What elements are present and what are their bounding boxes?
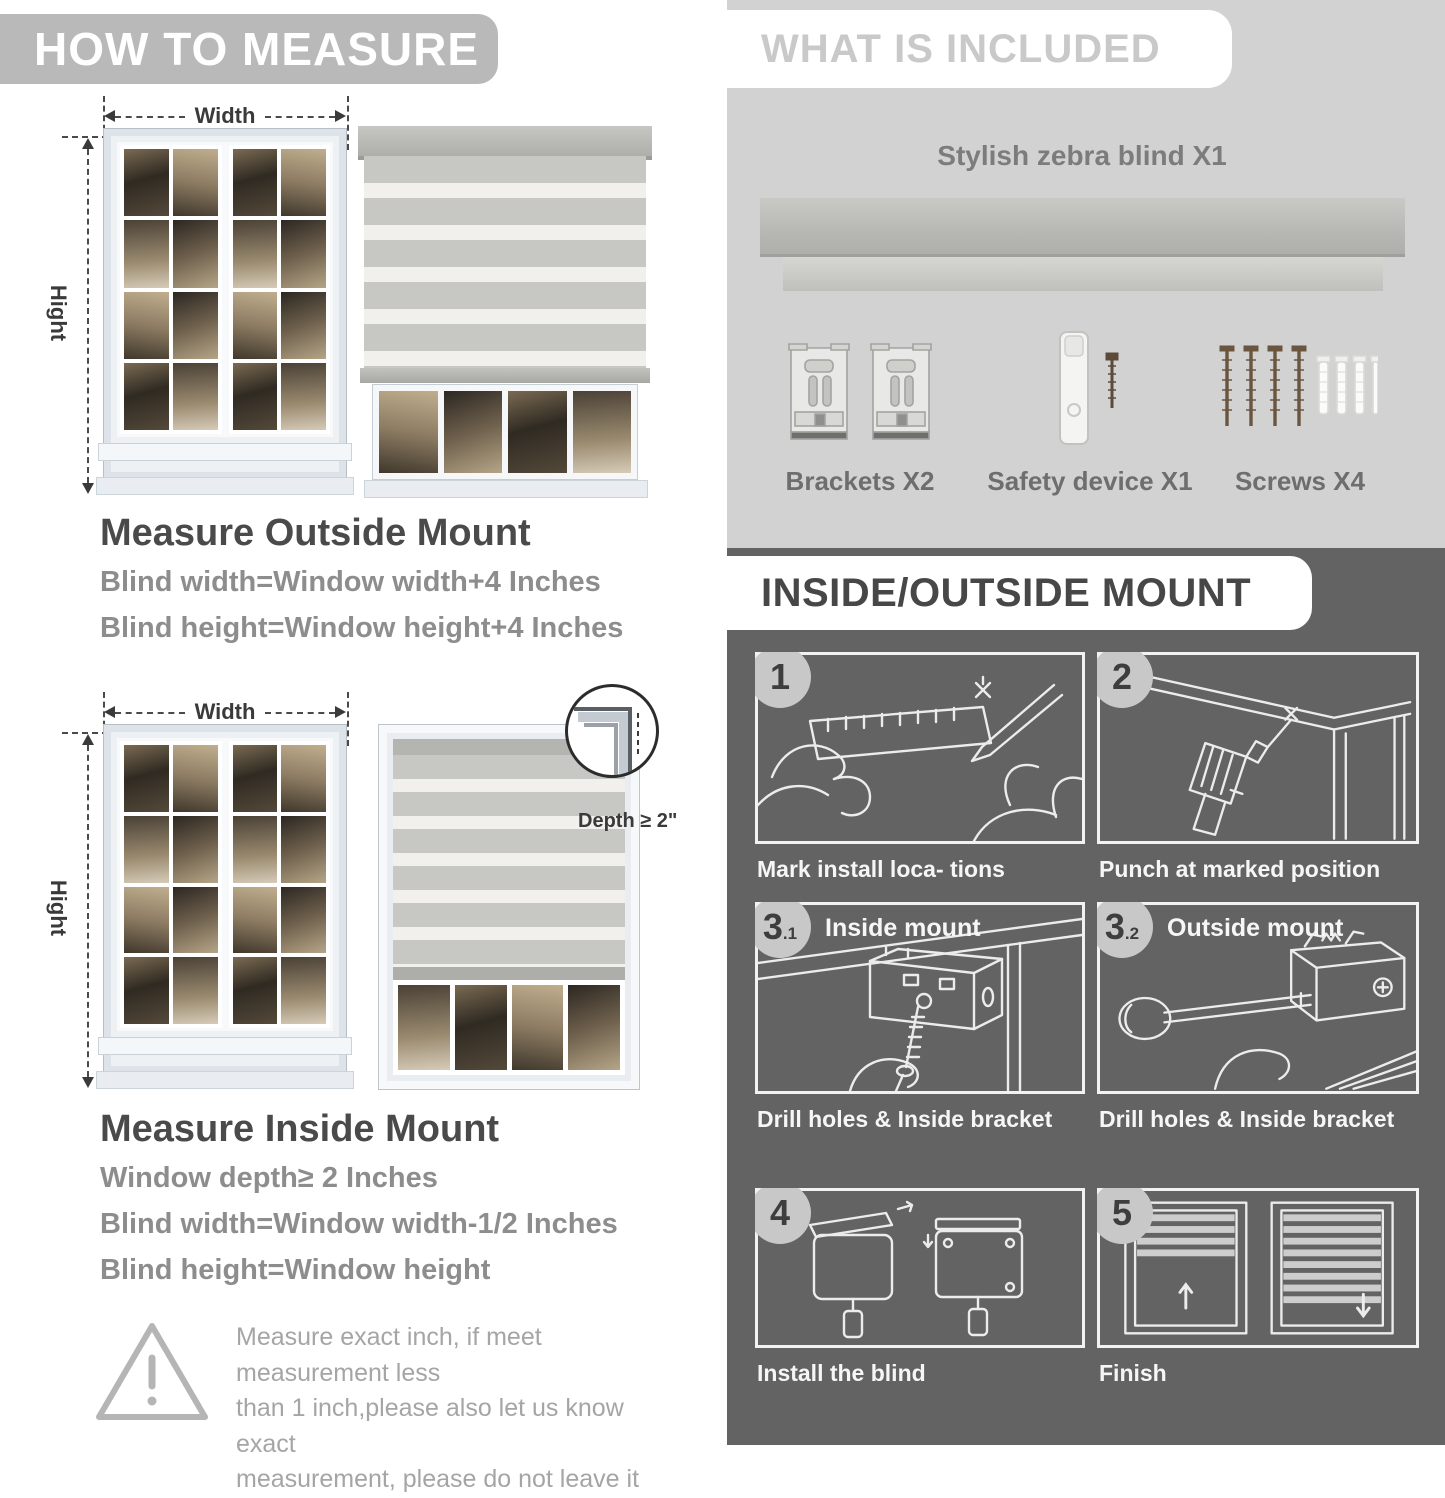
window-pane (281, 292, 326, 359)
window-pane (124, 816, 169, 883)
step-panel-3-1 (755, 902, 1085, 1094)
window-pane (173, 149, 218, 216)
width-tick-right (347, 96, 349, 150)
outside-mount-title: Measure Outside Mount (100, 512, 531, 554)
window-photo-inside (103, 724, 347, 1074)
brackets-icon (785, 338, 935, 450)
zebra-blind-shade (364, 156, 646, 368)
window-sash (229, 145, 331, 434)
window-pane (233, 292, 278, 359)
brackets-label: Brackets X2 (785, 466, 935, 496)
step-caption-1: Mark install loca- tions (757, 856, 1005, 882)
arrow-down-icon (82, 483, 94, 494)
outside-mount-panel-title: Outside mount (1167, 914, 1344, 942)
drill-icon (1100, 655, 1416, 841)
window-pane (124, 363, 169, 430)
width-tick-right-2 (347, 692, 349, 746)
zebra-blind-shade (393, 755, 625, 967)
window-pane (281, 220, 326, 287)
blind-headrail-image (760, 198, 1405, 257)
blind-bottom-rail (360, 368, 650, 383)
width-label: Width (194, 103, 256, 128)
window-sill (98, 443, 352, 461)
inside-mount-line1: Window depth≥ 2 Inches (100, 1162, 438, 1194)
window-pane (173, 220, 218, 287)
measure-warning-text (236, 1320, 676, 1498)
outside-bracket-screwdriver-icon (1100, 905, 1416, 1091)
window-sash (229, 741, 331, 1028)
window-pane (173, 745, 218, 812)
inside-mount-title: Measure Inside Mount (100, 1108, 500, 1150)
window-pane (124, 149, 169, 216)
window-pane (233, 363, 278, 430)
warning-line: measurement, please do not leave it (236, 1465, 640, 1493)
window-pane (173, 887, 218, 954)
window-sashes (117, 738, 333, 1031)
safety-device-label: Safety device X1 (987, 466, 1193, 496)
window-pane (124, 887, 169, 954)
inside-mount-line2: Blind width=Window width-1/2 Inches (100, 1208, 618, 1240)
step-number-badge: 4 (755, 1188, 811, 1244)
width-label: Width (194, 699, 256, 724)
how-to-measure-header (0, 14, 498, 84)
window-pane (233, 745, 278, 812)
depth-label: Depth ≥ 2" (578, 810, 678, 832)
window-pane (281, 957, 326, 1024)
step-number-badge: 2 (1097, 652, 1153, 708)
install-blind-icon (758, 1191, 1082, 1345)
arrow-up-icon (82, 734, 94, 745)
window-sash (120, 145, 222, 434)
arrow-right-icon (335, 706, 346, 718)
step-panel-3-2 (1097, 902, 1419, 1094)
outside-mount-line1: Blind width=Window width+4 Inches (100, 566, 601, 598)
blind-bottom-rail (393, 967, 625, 980)
window-pane (173, 816, 218, 883)
blind-cassette (358, 126, 652, 160)
step-number-badge: 5 (1097, 1188, 1153, 1244)
width-dimension-inside (104, 700, 346, 724)
warning-triangle-icon (92, 1318, 212, 1424)
step-number-badge: 3 .1 (755, 902, 811, 958)
window-pane (173, 363, 218, 430)
safety-device-icon (1052, 328, 1132, 456)
inside-mount-panel-title: Inside mount (825, 914, 981, 942)
depth-detail-circle (565, 684, 659, 778)
window-pane (281, 149, 326, 216)
step-panel-1 (755, 652, 1085, 844)
window-view-below-blind (393, 980, 625, 1075)
arrow-down-icon (82, 1077, 94, 1088)
screws-label: Screws X4 (1234, 466, 1366, 496)
window-corner-detail-icon (568, 687, 656, 775)
step-panel-4 (755, 1188, 1085, 1348)
window-pane (173, 292, 218, 359)
mark-locations-icon (758, 655, 1082, 841)
window-sill-step (96, 477, 354, 495)
window-pane (233, 220, 278, 287)
window-sill (98, 1037, 352, 1055)
how-to-measure-title: HOW TO MEASURE (34, 23, 480, 75)
window-pane (281, 816, 326, 883)
step-caption-4: Install the blind (757, 1360, 926, 1386)
window-pane (281, 887, 326, 954)
step-caption-5: Finish (1099, 1360, 1167, 1386)
step-panel-2 (1097, 652, 1419, 844)
zebra-blind-item-label: Stylish zebra blind X1 (937, 140, 1227, 171)
window-sash (120, 741, 222, 1028)
blind-headrail-bottom-bar (783, 257, 1383, 291)
height-label-2: Hight (46, 879, 72, 937)
step-caption-3-1: Drill holes & Inside bracket (757, 1106, 1053, 1132)
window-pane (124, 957, 169, 1024)
window-sill-step (96, 1071, 354, 1089)
window-pane (233, 887, 278, 954)
window-pane (233, 816, 278, 883)
what-is-included-header (727, 10, 1232, 88)
inside-outside-mount-title: INSIDE/OUTSIDE MOUNT (761, 570, 1252, 615)
window-pane (124, 745, 169, 812)
step-panel-5 (1097, 1188, 1419, 1348)
window-pane (233, 957, 278, 1024)
inside-bracket-screw-icon (758, 905, 1082, 1091)
width-dimension-outside (104, 104, 346, 128)
window-photo-outside (103, 128, 347, 480)
window-pane (281, 363, 326, 430)
inside-mount-line3: Blind height=Window height (100, 1254, 491, 1286)
outside-mount-line2: Blind height=Window height+4 Inches (100, 612, 624, 644)
what-is-included-title: WHAT IS INCLUDED (761, 26, 1161, 71)
window-pane (124, 292, 169, 359)
step-number-badge: 1 (755, 652, 811, 708)
screws-icon (1218, 344, 1378, 444)
window-pane (233, 149, 278, 216)
step-number-badge: 3 .2 (1097, 902, 1153, 958)
inside-outside-mount-header (727, 556, 1312, 630)
finish-windows-icon (1100, 1191, 1416, 1345)
inside-mount-window (378, 724, 640, 1090)
warning-line: than 1 inch,please also let us know exact (236, 1394, 624, 1458)
window-pane (281, 745, 326, 812)
step-caption-2: Punch at marked position (1099, 856, 1381, 882)
inside-mount-blind (393, 739, 625, 1075)
height-dimension-inside (80, 734, 96, 1088)
height-dimension-outside (80, 138, 96, 494)
arrow-up-icon (82, 138, 94, 149)
window-pane (173, 957, 218, 1024)
warning-line: Measure exact inch, if meet measurement less (236, 1323, 542, 1387)
window-sashes (117, 142, 333, 437)
step-caption-3-2: Drill holes & Inside bracket (1099, 1106, 1395, 1132)
arrow-left-icon (104, 706, 115, 718)
window-pane (124, 220, 169, 287)
arrow-left-icon (104, 110, 115, 122)
window-fragment-behind-blind (372, 384, 638, 480)
window-fragment-sill (364, 480, 648, 498)
height-label: Hight (46, 284, 72, 342)
arrow-right-icon (335, 110, 346, 122)
